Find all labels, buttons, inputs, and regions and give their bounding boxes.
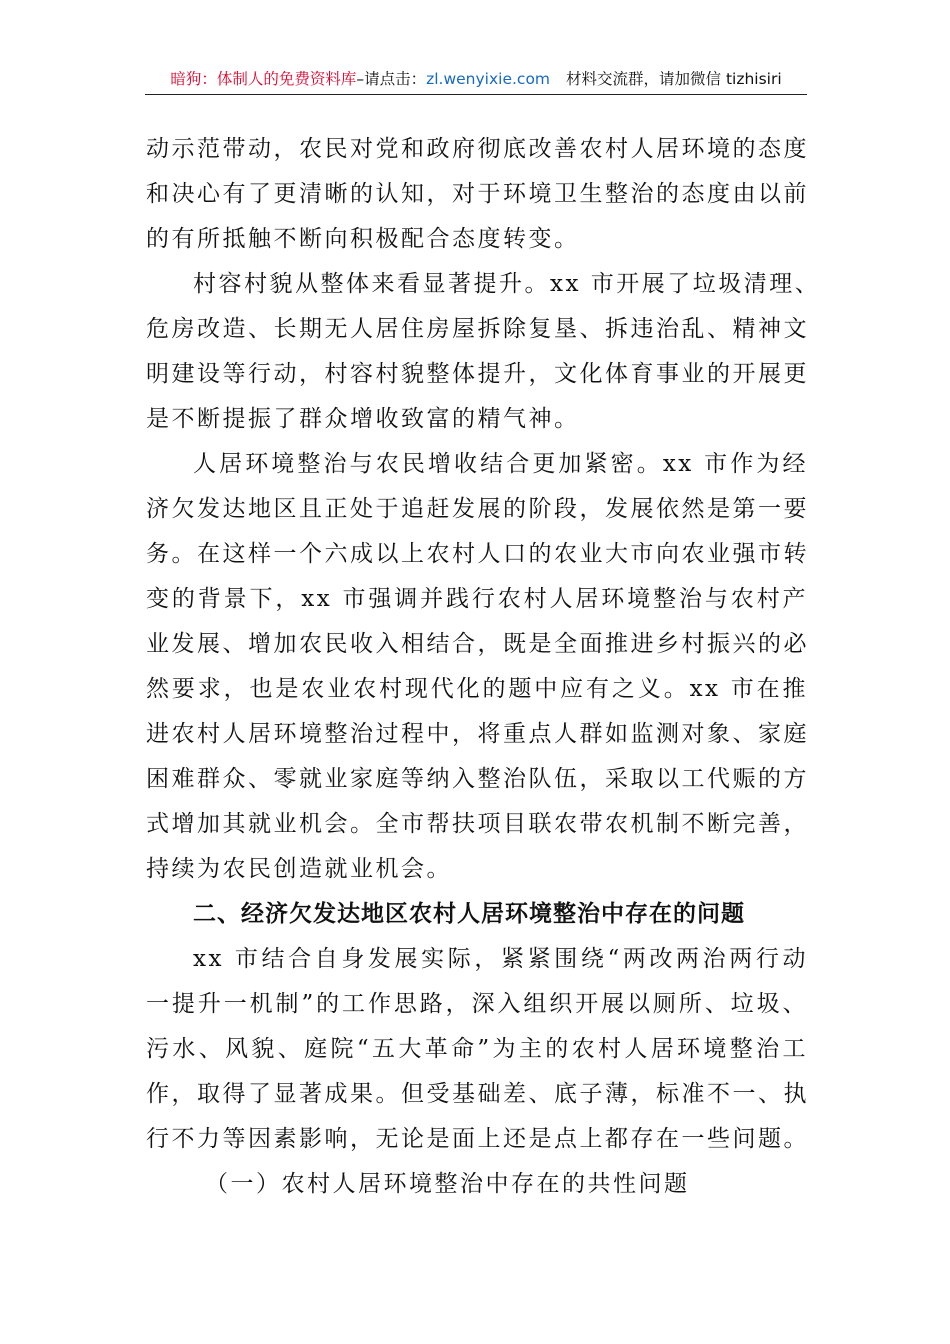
body-line: 困难群众、零就业家庭等纳入整治队伍，采取以工代赈的方 — [146, 766, 809, 792]
body-line: 变的背景下，xx 市强调并践行农村人居环境整治与农村产 — [146, 586, 808, 612]
body-line: 式增加其就业机会。全市帮扶项目联农带农机制不断完善， — [146, 811, 809, 837]
body-line: 和决心有了更清晰的认知，对于环境卫生整治的态度由以前 — [146, 181, 809, 207]
body-line: 的有所抵触不断向积极配合态度转变。 — [146, 226, 580, 252]
body-line: 污水、风貌、庭院“五大革命”为主的农村人居环境整治工 — [146, 1036, 808, 1062]
body-line: 务。在这样一个六成以上农村人口的农业大市向农业强市转 — [146, 541, 809, 567]
body-line: 然要求，也是农业农村现代化的题中应有之义。xx 市在推 — [146, 676, 808, 702]
page-header — [145, 64, 807, 95]
header-prompt: –请点击： — [356, 70, 427, 88]
body-line: 是不断提振了群众增收致富的精气神。 — [146, 406, 580, 432]
header-group-info: 材料交流群，请加微信 tizhisiri — [566, 70, 782, 88]
header-brand: 暗狗：体制人的免费资料库 — [170, 70, 357, 88]
body-line: 行不力等因素影响，无论是面上还是点上都存在一些问题。 — [146, 1126, 809, 1152]
paragraph-first-line: xx 市结合自身发展实际，紧紧围绕“两改两治两行动 — [193, 946, 808, 972]
paragraph-first-line: 村容村貌从整体来看显著提升。xx 市开展了垃圾清理、 — [193, 271, 821, 297]
body-line: 动示范带动，农民对党和政府彻底改善农村人居环境的态度 — [146, 136, 809, 162]
body-line: 持续为农民创造就业机会。 — [146, 856, 452, 882]
body-line: 明建设等行动，村容村貌整体提升，文化体育事业的开展更 — [146, 361, 809, 387]
body-line: 一提升一机制”的工作思路，深入组织开展以厕所、垃圾、 — [146, 991, 808, 1017]
body-line: 业发展、增加农民收入相结合，既是全面推进乡村振兴的必 — [146, 631, 809, 657]
body-line: 济欠发达地区且正处于追赶发展的阶段，发展依然是第一要 — [146, 496, 809, 522]
header-url-link[interactable]: zl.wenyixie.com — [426, 70, 551, 88]
body-line: 作，取得了显著成果。但受基础差、底子薄，标准不一、执 — [146, 1081, 809, 1107]
subsection-heading: （一）农村人居环境整治中存在的共性问题 — [205, 1171, 690, 1197]
body-line: 进农村人居环境整治过程中，将重点人群如监测对象、家庭 — [146, 721, 809, 747]
section-heading: 二、经济欠发达地区农村人居环境整治中存在的问题 — [193, 901, 745, 927]
body-line: 危房改造、长期无人居住房屋拆除复垦、拆违治乱、精神文 — [146, 316, 809, 342]
paragraph-first-line: 人居环境整治与农民增收结合更加紧密。xx 市作为经 — [193, 451, 808, 477]
